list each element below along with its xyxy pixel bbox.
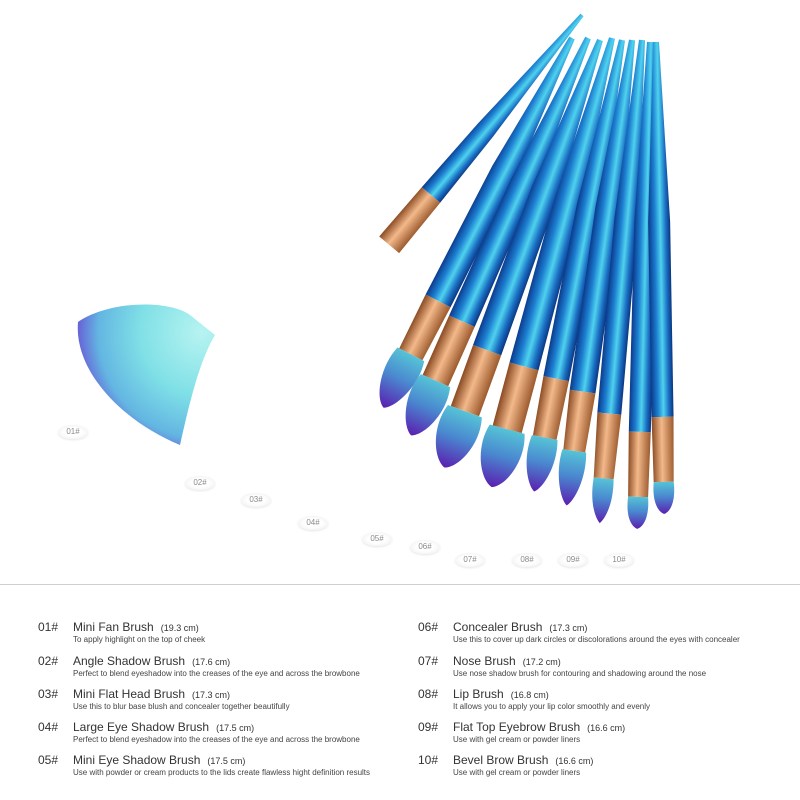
divider (0, 584, 800, 585)
spec-size: (17.3 cm) (549, 623, 588, 633)
spec-name: Angle Shadow Brush (73, 654, 186, 668)
spec-name: Flat Top Eyebrow Brush (453, 720, 581, 734)
spec-number: 05# (38, 753, 59, 767)
spec-number: 09# (418, 720, 439, 734)
spec-item-08 (418, 687, 650, 711)
badge-03: 03# (241, 493, 271, 507)
badge-06: 06# (410, 540, 440, 554)
badge-08: 08# (512, 553, 542, 567)
spec-size: (16.6 cm) (555, 756, 594, 766)
spec-size: (17.3 cm) (192, 690, 231, 700)
spec-item-06 (418, 620, 740, 644)
spec-name: Concealer Brush (453, 620, 543, 634)
spec-item-05 (38, 753, 370, 777)
spec-number: 08# (418, 687, 439, 701)
spec-item-03 (38, 687, 290, 711)
spec-description: It allows you to apply your lip color smoothly and evenly (453, 702, 650, 711)
spec-description: Perfect to blend eyeshadow into the creases of the eye and across the browbone (73, 735, 360, 744)
spec-size: (19.3 cm) (160, 623, 199, 633)
spec-description: To apply highlight on the top of cheek (73, 635, 206, 644)
spec-name: Nose Brush (453, 654, 516, 668)
spec-description: Use this to cover up dark circles or discolorations around the eyes with concealer (453, 635, 740, 644)
spec-description: Perfect to blend eyeshadow into the creases of the eye and across the browbone (73, 669, 360, 678)
spec-name: Mini Flat Head Brush (73, 687, 186, 701)
badge-02: 02# (185, 476, 215, 490)
spec-number: 07# (418, 654, 439, 668)
spec-size: (17.6 cm) (192, 657, 231, 667)
spec-description: Use with powder or cream products to the lids create flawless hight definition results (73, 768, 371, 777)
spec-item-04 (38, 720, 360, 744)
badge-01: 01# (58, 425, 88, 439)
spec-name: Mini Fan Brush (73, 620, 154, 634)
brush-spec-list (0, 596, 800, 796)
badge-10: 10# (604, 553, 634, 567)
spec-item-10 (418, 753, 593, 777)
spec-item-02 (38, 654, 360, 678)
spec-item-07 (418, 654, 706, 678)
spec-name: Lip Brush (453, 687, 504, 701)
spec-name: Large Eye Shadow Brush (73, 720, 210, 734)
spec-number: 02# (38, 654, 59, 668)
badge-07: 07# (455, 553, 485, 567)
badge-04: 04# (298, 516, 328, 530)
spec-size: (17.2 cm) (522, 657, 561, 667)
spec-size: (16.6 cm) (587, 723, 626, 733)
badge-05: 05# (362, 532, 392, 546)
spec-name: Bevel Brow Brush (453, 753, 549, 767)
spec-size: (17.5 cm) (207, 756, 246, 766)
spec-description: Use nose shadow brush for contouring and shadowing around the nose (453, 669, 707, 678)
spec-item-09 (418, 720, 625, 744)
spec-name: Mini Eye Shadow Brush (73, 753, 201, 767)
badge-09: 09# (558, 553, 588, 567)
spec-number: 04# (38, 720, 59, 734)
spec-size: (17.5 cm) (216, 723, 255, 733)
spec-item-01 (38, 620, 205, 644)
spec-description: Use this to blur base blush and concealer together beautifully (73, 702, 290, 711)
spec-number: 03# (38, 687, 59, 701)
spec-description: Use with gel cream or powder liners (453, 768, 581, 777)
spec-number: 06# (418, 620, 439, 634)
spec-number: 10# (418, 753, 439, 767)
spec-number: 01# (38, 620, 59, 634)
spec-size: (16.8 cm) (510, 690, 549, 700)
spec-description: Use with gel cream or powder liners (453, 735, 581, 744)
